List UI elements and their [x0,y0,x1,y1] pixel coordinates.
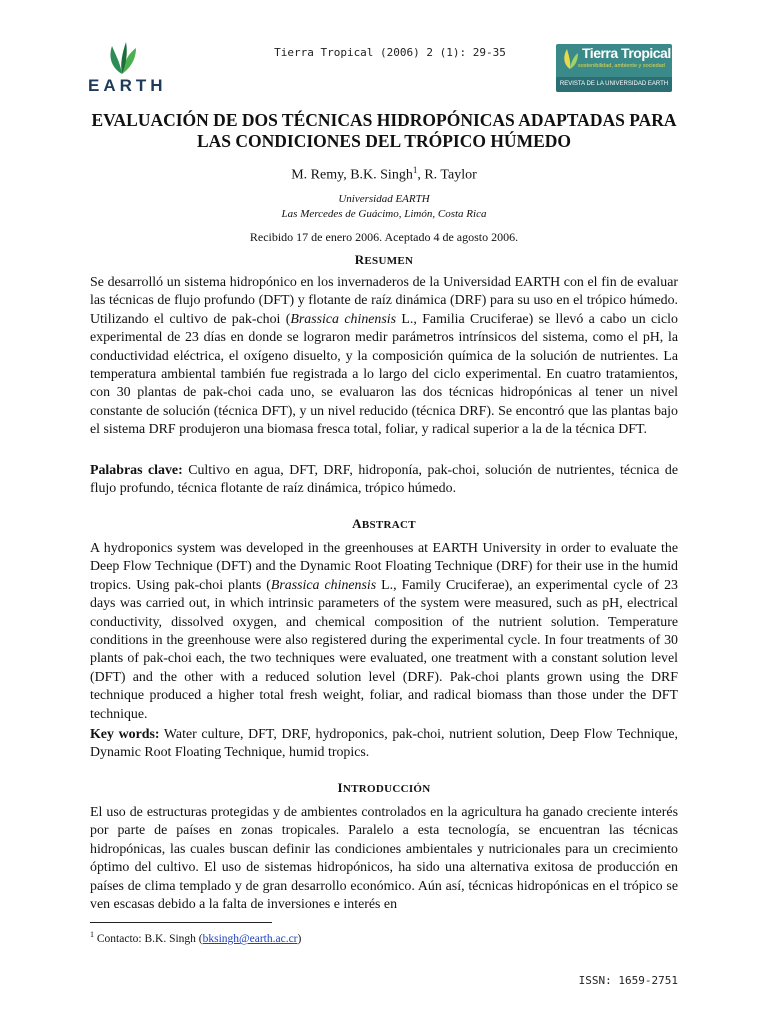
abstract-text-2: L., Family Cruciferae), an experimental cycle of 23 days was carried out, in which intrinsic parameters of the system were measured, such as pH, electrical conductivity, dissolved oxygen, and chemical composition of the nutrient solution. Temperature conditions in the greenhouse were also registered during the experimental cycle. In four treatments of 30 plants of pak-choi each, the two techniques were evaluated, one treatment with a constant solution level (DFT) and the other with a reduced solution level (DRF). Pak-choi plants grown using the DRF technique produced a higher total fresh weight, foliar, and radical biomass than those under the DFT technique. [90,577,678,722]
journal-reference: Tierra Tropical (2006) 2 (1): 29-35 [274,46,506,59]
abstract-heading-rest: BSTRACT [361,519,416,531]
affiliation-address: Las Mercedes de Guácimo, Limón, Costa Rica [281,208,487,220]
resumen-text-1: Se desarrolló un sistema hidropónico en los invernaderos de la Universidad EARTH con el fin de evaluar las técnicas de flujo profundo (DFT) y flotante de raíz dinámica (DRF) para su uso en el trópico húmedo. Utilizando el cultivo de pak-choi ( [90,275,678,327]
tierra-tropical-subtitle: sostenibilidad, ambiente y sociedad [578,63,665,69]
author-list [90,165,678,184]
palabras-clave-list: Cultivo en agua, DFT, DRF, hidroponía, pak-choi, solución de nutrientes, técnica de flujo profundo, técnica flotante de raíz dinámica, trópico húmedo. [90,463,679,497]
authors-last: , R. Taylor [417,167,477,183]
tierra-tropical-logo [556,44,672,92]
introduccion-heading-rest: NTRODUCCIÓN [342,783,431,795]
tierra-tropical-title: Tierra Tropical [582,45,671,61]
abstract-body [90,540,678,724]
resumen-body [90,274,678,440]
key-words-label: Key words: [90,727,160,742]
affiliation [90,192,678,222]
footnote-marker: 1 [90,930,94,939]
footnote-close: ) [297,932,302,945]
footnote [90,930,678,945]
footnote-rule [90,922,272,923]
introduccion-body: El uso de estructuras protegidas y de ambientes controlados en la agricultura ha ganado creciente interés por parte de países en zonas tropicales. Paralelo a esta tecnología, se encuentran las técnicas hidropónicas, las cuales buscan definir las condiciones ambientales y nutricionales para un crecimiento óptimo del cultivo. El uso de sistemas hidropónicos, ha sido una alternativa exitosa de producción en países de clima templado y de gran desarrollo económico. Aún así, técnicas hidropónicas en el trópico se ven escasas debido a la falta de inversiones e interés en [90,805,678,913]
introduccion-heading-cap: I [337,780,343,795]
key-words [90,726,678,763]
author-footnote-marker: 1 [412,165,418,175]
resumen-heading [90,252,678,268]
earth-leaf-icon [106,40,138,76]
authors-first: M. Remy, B.K. Singh [291,167,413,183]
resumen-heading-cap: R [354,252,365,267]
resumen-heading-rest: ESUMEN [364,255,414,267]
tierra-tropical-revista: REVISTA DE LA UNIVERSIDAD EARTH [556,77,672,92]
abstract-text-1: A hydroponics system was developed in the greenhouses at EARTH University in order to evaluate the Deep Flow Technique (DFT) and the Dynamic Root Floating Technique (DRF) for their use in the humid tropics. Using pak-choi plants ( [90,541,678,593]
abstract-heading-cap: A [352,516,362,531]
received-accepted-dates: Recibido 17 de enero 2006. Aceptado 4 de agosto 2006. [249,230,519,244]
abstract-species: Brassica chinensis [270,577,377,593]
key-words-list: Water culture, DFT, DRF, hydroponics, pak-choi, nutrient solution, Deep Flow Technique, Dynamic Root Floating Technique, humid tropics. [90,727,678,761]
tierra-tropical-leaf-icon [561,48,579,70]
paper-title: EVALUACIÓN DE DOS TÉCNICAS HIDROPÓNICAS ADAPTADAS PARA LAS CONDICIONES DEL TRÓPICO HÚMEDO [91,110,677,151]
palabras-clave-label: Palabras clave: [90,463,183,478]
contact-email-link[interactable]: bksingh@earth.ac.cr [202,932,298,945]
affiliation-institution: Universidad EARTH [338,193,430,205]
earth-logo-text: EARTH [88,76,167,95]
palabras-clave [90,462,678,499]
resumen-species: Brassica chinensis [290,311,397,327]
issn: ISSN: 1659-2751 [578,974,678,987]
introduccion-heading [90,780,678,796]
resumen-text-2: L., Familia Cruciferae) se llevó a cabo un ciclo experimental de 23 días en donde se lograron medir parámetros intrínsicos del sistema, como el pH, la conductividad eléctrica, el oxígeno disuelto, y la composición química de la solución de nutrientes. La temperatura ambiental también fue registrada a lo largo del ciclo experimental. En cuatro tratamientos, con 30 plantas de pak-choi cada uno, se evaluaron las dos técnicas hidropónicas al tener un nivel constante de solución (técnica DFT), y un nivel reducido (técnica DRF). Se encontró que las plantas bajo el sistema DRF produjeron una biomasa fresca total, foliar, y radical superior a la de la técnica DFT. [90,311,678,438]
abstract-heading [90,516,678,532]
earth-logo [88,40,167,100]
footnote-text: Contacto: B.K. Singh ( [94,932,203,945]
